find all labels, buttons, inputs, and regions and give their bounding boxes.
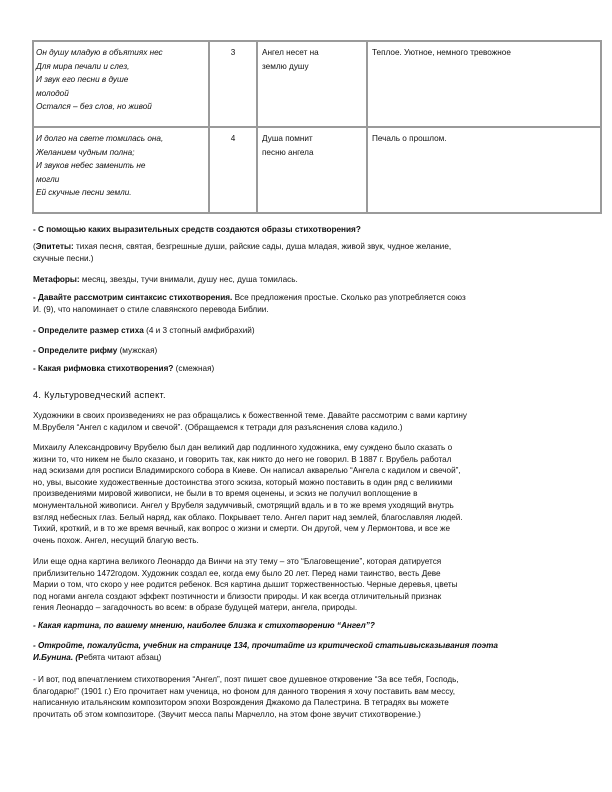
syntax-question: - Давайте рассмотрим синтаксис стихотворения.	[33, 293, 233, 302]
poem-line: могли	[36, 174, 60, 184]
paragraph-bunin	[33, 674, 603, 720]
stanza-mood-cell: Теплое. Уютное, немного тревожное	[367, 41, 601, 127]
table-row	[33, 41, 601, 127]
syntax-paragraph	[33, 292, 603, 315]
text-line: жизни то, что никем не было сказано, и говорить так, как никто до него не говорил. В 1887 г. Врубель работал	[33, 454, 452, 464]
text-line: приблизительно 1472годом. Художник создал ее, когда ему было 20 лет. Перед нами таинство, весть Деве	[33, 568, 441, 578]
instruction-note: ебята читают абзац)	[83, 652, 162, 662]
text-line: но, увы, высокие художественные достоинства этого эскиза, который можно поставить в один ряд с великими	[33, 477, 453, 487]
paragraph-vrubel	[33, 442, 603, 546]
rhyme-scheme-answer: (смежная)	[173, 364, 215, 373]
instruction-text-cont: И.Бунина. (	[33, 652, 79, 662]
epithets-paragraph: (Эпитеты: тихая песня, святая, безгрешные души, райские сады, душа младая, живой звук, чудное желание, скучные песни.)	[33, 242, 452, 263]
epithets-text: тихая песня, святая, безгрешные души, райские сады, душа младая, живой звук, чудное желание,	[73, 242, 452, 251]
text-line: Михаилу Александровичу Врубелю был дан великий дар подлинного художника, ему суждено было сказать о	[33, 443, 453, 452]
text-line: произведениями мировой живописи, не были в то время оценены, и эскиз не получил воплощение в	[33, 489, 418, 499]
text-line: Марии о том, что скоро у нее родится ребенок. Вся картина дышит торжественностью. Черные деревья, цветы	[33, 580, 458, 590]
text-line: очень похож. Ангел, несущий благую весть.	[33, 535, 199, 545]
textbook-instruction	[33, 640, 603, 663]
rhyme-paragraph	[33, 345, 603, 357]
paragraph-leonardo	[33, 556, 603, 614]
text-line: монументальной живописи. Ангел у Врубеля задумчивый, смотрящий вдаль и в то же время уходящий внутрь	[33, 500, 454, 510]
poem-line: молодой	[36, 88, 69, 98]
meter-question: - Определите размер стиха	[33, 326, 144, 335]
text-line: над эскизами для росписи Владимирского собора в Киеве. Он написал акварелью “Ангела с кадилом и свечой”,	[33, 466, 461, 476]
poem-line: Желанием чудным полна;	[36, 147, 135, 157]
table-row	[33, 127, 601, 213]
syntax-text-cont: И. (9), что напоминает о стиле славянского перевода Библии.	[33, 304, 269, 314]
text-line: М.Врубеля “Ангел с кадилом и свечой”. (Обращаемся к тетради для разъяснения слова кадило.)	[33, 422, 403, 432]
poem-line: И звуков небес заменить не	[36, 161, 146, 171]
text-line: Художники в своих произведениях не раз обращались к божественной теме. Давайте рассмотрим с вами картину	[33, 411, 467, 420]
section-heading: 4. Культуроведческий аспект.	[33, 390, 166, 400]
text-line: Тихий, кроткий, и в то же время вечный, как вопрос о жизни и смерти. Он другой, чем у Лермонтова, и все же	[33, 524, 451, 534]
stanza-mood-cell: Печаль о прошлом.	[367, 127, 601, 213]
syntax-text: Все предложения простые. Сколько раз употребляется союз	[232, 293, 466, 302]
text-line: под ногами ангела создают эффект поэтичности и близости природы. И как всегда отличительный признак	[33, 591, 442, 601]
stanza-theme-cell	[257, 41, 367, 127]
instruction-letter: Р	[78, 652, 84, 662]
text-line: благодарю!” (1901 г.) Его прочитает нам ученица, но фоном для данного творения я хочу поставить вам мессу,	[33, 686, 455, 696]
theme-line: песню ангела	[262, 147, 314, 157]
rhyme-scheme-paragraph	[33, 363, 603, 375]
stanza-theme-cell	[257, 127, 367, 213]
poem-line: И долго на свете томилась она,	[36, 134, 164, 143]
poem-line: И звук его песни в душе	[36, 75, 129, 85]
poem-line: Ей скучные песни земли.	[36, 188, 132, 198]
theme-line: Душа помнит	[262, 134, 313, 143]
epithets-text-cont: скучные песни.)	[33, 253, 94, 263]
metaphors-paragraph	[33, 274, 603, 286]
stanza-number-cell: 4	[209, 127, 257, 213]
question-expressive-means: - С помощью каких выразительных средств создаются образы стихотворения?	[33, 225, 361, 234]
text-line: взгляд небесных глаз. Белый наряд, как облако. Покрывает тело. Ангел парит над землей, благославляя людей.	[33, 512, 463, 522]
poem-line: Для мира печали и слез,	[36, 61, 130, 71]
poem-stanza-cell	[33, 127, 209, 213]
poem-line: Остался – без слов, но живой	[36, 102, 152, 112]
text-line: гения Леонардо – загадочность во всем: в образе будущей матери, ангела, природы.	[33, 603, 358, 613]
rhyme-question: - Определите рифму	[33, 346, 118, 355]
metaphors-label: Метафоры:	[33, 275, 80, 284]
text-line: Или еще одна картина великого Леонардо да Винчи на эту тему – это “Благовещение”, которая датируется	[33, 557, 442, 566]
theme-line: Ангел несет на	[262, 48, 319, 57]
paragraph-artists	[33, 410, 603, 433]
text-line: написанную итальянским композитором эпохи Возрождения Джакомо да Палестрина. В тетрадях вы можете	[33, 698, 449, 708]
rhyme-answer: (мужская)	[117, 346, 158, 355]
rhyme-scheme-question: - Какая рифмовка стихотворения?	[33, 364, 174, 373]
metaphors-text: месяц, звезды, тучи внимали, душу нес, душа томилась.	[79, 275, 298, 284]
theme-line: землю душу	[262, 61, 309, 71]
poem-line: Он душу младую в объятиях нес	[36, 48, 163, 57]
meter-answer: (4 и 3 стопный амфибрахий)	[143, 326, 255, 335]
epithets-label: Эпитеты:	[35, 242, 74, 251]
text-line: прочитать об этом композиторе. (Звучит месса папы Марчелло, на этом фоне звучит стихотворение.)	[33, 709, 421, 719]
text-line: - И вот, под впечатлением стихотворения “Ангел”, поэт пишет свое душевное откровение “За все тебя, Господь,	[33, 675, 459, 684]
instruction-text: - Откройте, пожалуйста, учебник на странице 134, прочитайте из критической статьивысказывания поэта	[33, 641, 498, 650]
poem-stanza-cell	[33, 41, 209, 127]
meter-paragraph	[33, 325, 603, 337]
question-closest-picture: - Какая картина, по вашему мнению, наиболее близка к стихотворению “Ангел”?	[33, 621, 375, 630]
stanza-number-cell: 3	[209, 41, 257, 127]
poem-analysis-table	[32, 40, 602, 214]
